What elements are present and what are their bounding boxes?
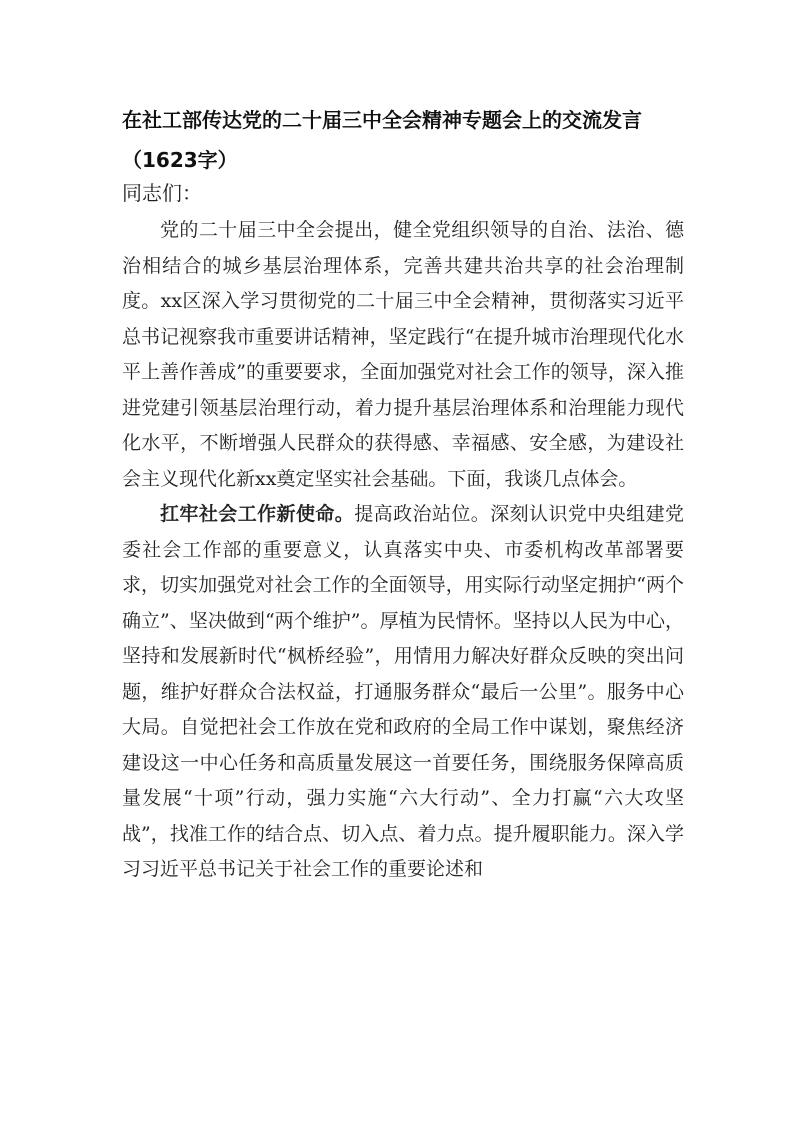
paragraph-intro: [122, 213, 684, 497]
paragraph-text: 党的二十届三中全会提出，健全党组织领导的自治、法治、德治相结合的城乡基层治理体系，完善共建共治共享的社会治理制度。xx区深入学习贯彻党的二十届三中全会精神，贯彻落实习近平总书记视察我市重要讲话精神，坚定践行“在提升城市治理现代化水平上善作善成”的重要要求，全面加强党对社会工作的领导，深入推进党建引领基层治理行动，着力提升基层治理体系和治理能力现代化水平，不断增强人民群众的获得感、幸福感、安全感，为建设社会主义现代化新xx奠定坚实社会基础。下面，我谈几点体会。: [122, 219, 684, 490]
paragraph-mission: [122, 497, 684, 888]
paragraph-text: 提高政治站位。深刻认识党中央组建党委社会工作部的重要意义，认真落实中央、市委机构改革部署要求，切实加强党对社会工作的全面领导，用实际行动坚定拥护“两个确立”、坚决做到“两个维护”。厚植为民情怀。坚持以人民为中心，坚持和发展新时代“枫桥经验”，用情用力解决好群众反映的突出问题，维护好群众合法权益，打通服务群众“最后一公里”。服务中心大局。自觉把社会工作放在党和政府的全局工作中谋划，聚焦经济建设这一中心任务和高质量发展这一首要任务，围绕服务保障高质量发展“十项”行动，强力实施“六大行动”、全力打赢“六大攻坚战”，找准工作的结合点、切入点、着力点。提升履职能力。深入学习习近平总书记关于社会工作的重要论述和: [122, 503, 684, 880]
document-title: 在社工部传达党的二十届三中全会精神专题会上的交流发言（1623字）: [122, 108, 642, 172]
salutation: 同志们：: [122, 181, 202, 205]
document-body: [122, 213, 684, 888]
paragraph-lead: 扛牢社会工作新使命。: [160, 503, 355, 525]
